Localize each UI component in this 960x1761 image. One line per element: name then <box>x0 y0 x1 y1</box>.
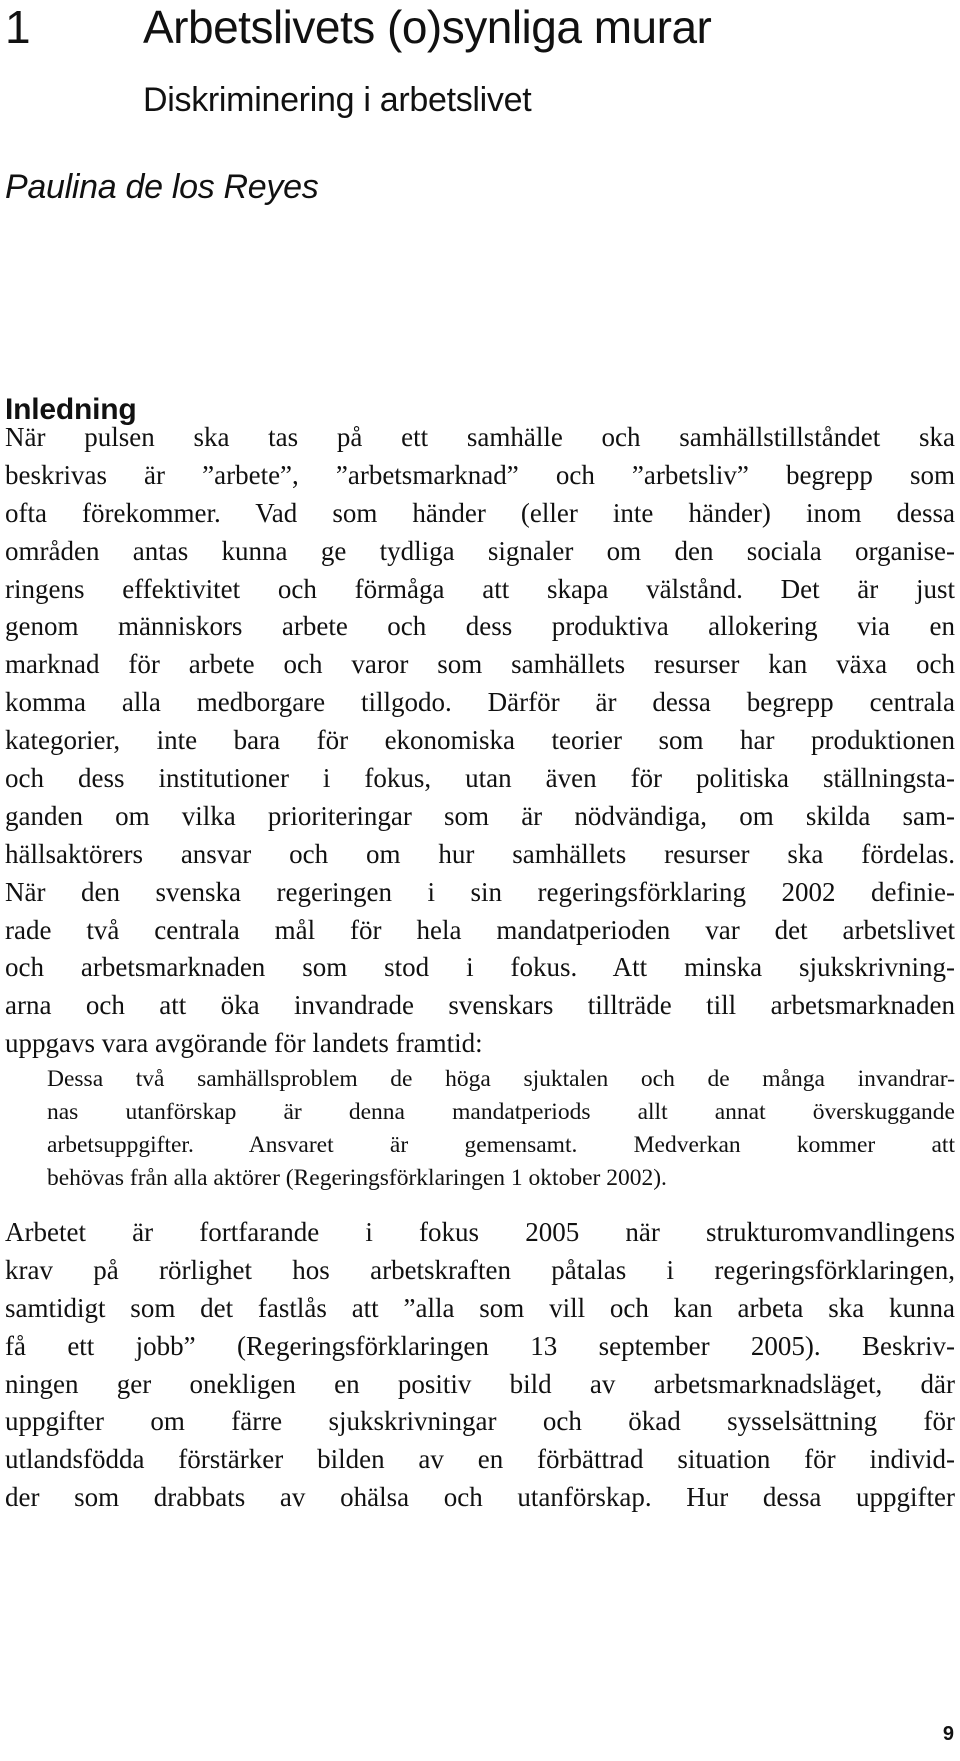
text-line: marknad för arbete och varor som samhällets resurser kan växa och <box>5 649 955 680</box>
text-line: Dessa två samhällsproblem de höga sjuktalen och de många invandrar- <box>47 1066 955 1092</box>
chapter-number: 1 <box>5 1 31 53</box>
text-line: behövas från alla aktörer (Regeringsförklaringen 1 oktober 2002). <box>47 1165 667 1191</box>
text-line: När pulsen ska tas på ett samhälle och samhällstillståndet ska <box>5 422 955 452</box>
section-heading: Inledning <box>5 393 137 426</box>
text-line: uppgavs vara avgörande för landets framtid: <box>5 1028 483 1059</box>
author-name: Paulina de los Reyes <box>5 168 319 206</box>
text-line: utlandsfödda förstärker bilden av en förbättrad situation för individ- <box>5 1444 955 1475</box>
text-line: ningen ger onekligen en positiv bild av arbetsmarknadsläget, där <box>5 1368 955 1399</box>
text-line: uppgifter om färre sjukskrivningar och ökad sysselsättning för <box>5 1406 955 1437</box>
chapter-subtitle: Diskriminering i arbetslivet <box>143 81 532 119</box>
chapter-title: Arbetslivets (o)synliga murar <box>143 1 712 53</box>
page-number: 9 <box>942 1723 954 1745</box>
text-line: och dess institutioner i fokus, utan även för politiska ställningsta- <box>5 763 955 794</box>
block-quote <box>47 1063 955 1195</box>
text-line: rade två centrala mål för hela mandatperioden var det arbetslivet <box>5 914 955 945</box>
text-line: Arbetet är fortfarande i fokus 2005 när strukturomvandlingens <box>5 1217 955 1247</box>
text-line: der som drabbats av ohälsa och utanförskap. Hur dessa uppgifter <box>5 1482 955 1513</box>
text-line: beskrivas är ”arbete”, ”arbetsmarknad” och ”arbetsliv” begrepp som <box>5 459 955 490</box>
text-line: områden antas kunna ge tydliga signaler om den sociala organise- <box>5 535 955 566</box>
text-line: komma alla medborgare tillgodo. Därför är dessa begrepp centrala <box>5 687 955 718</box>
body-paragraph-1 <box>5 419 955 1063</box>
text-line: ofta förekommer. Vad som händer (eller inte händer) inom dessa <box>5 497 955 528</box>
text-line: arbetsuppgifter. Ansvaret är gemensamt. Medverkan kommer att <box>47 1132 955 1158</box>
text-line: nas utanförskap är denna mandatperiods allt annat överskuggande <box>47 1099 955 1125</box>
text-line: krav på rörlighet hos arbetskraften påtalas i regeringsförklaringen, <box>5 1254 955 1285</box>
text-line: samtidigt som det fastlås att ”alla som vill och kan arbeta ska kunna <box>5 1292 955 1323</box>
text-line: ganden om vilka prioriteringar som är nödvändiga, om skilda sam- <box>5 800 955 831</box>
text-line: hällsaktörers ansvar och om hur samhällets resurser ska fördelas. <box>5 838 955 869</box>
text-line: ringens effektivitet och förmåga att skapa välstånd. Det är just <box>5 573 955 604</box>
text-line: få ett jobb” (Regeringsförklaringen 13 september 2005). Beskriv- <box>5 1330 955 1361</box>
text-line: genom människors arbete och dess produktiva allokering via en <box>5 611 955 642</box>
body-paragraph-2 <box>5 1214 955 1517</box>
text-line: och arbetsmarknaden som stod i fokus. Att minska sjukskrivning- <box>5 952 955 983</box>
text-line: kategorier, inte bara för ekonomiska teorier som har produktionen <box>5 725 955 756</box>
text-line: När den svenska regeringen i sin regeringsförklaring 2002 definie- <box>5 876 955 907</box>
text-line: arna och att öka invandrade svenskars tillträde till arbetsmarknaden <box>5 990 955 1021</box>
